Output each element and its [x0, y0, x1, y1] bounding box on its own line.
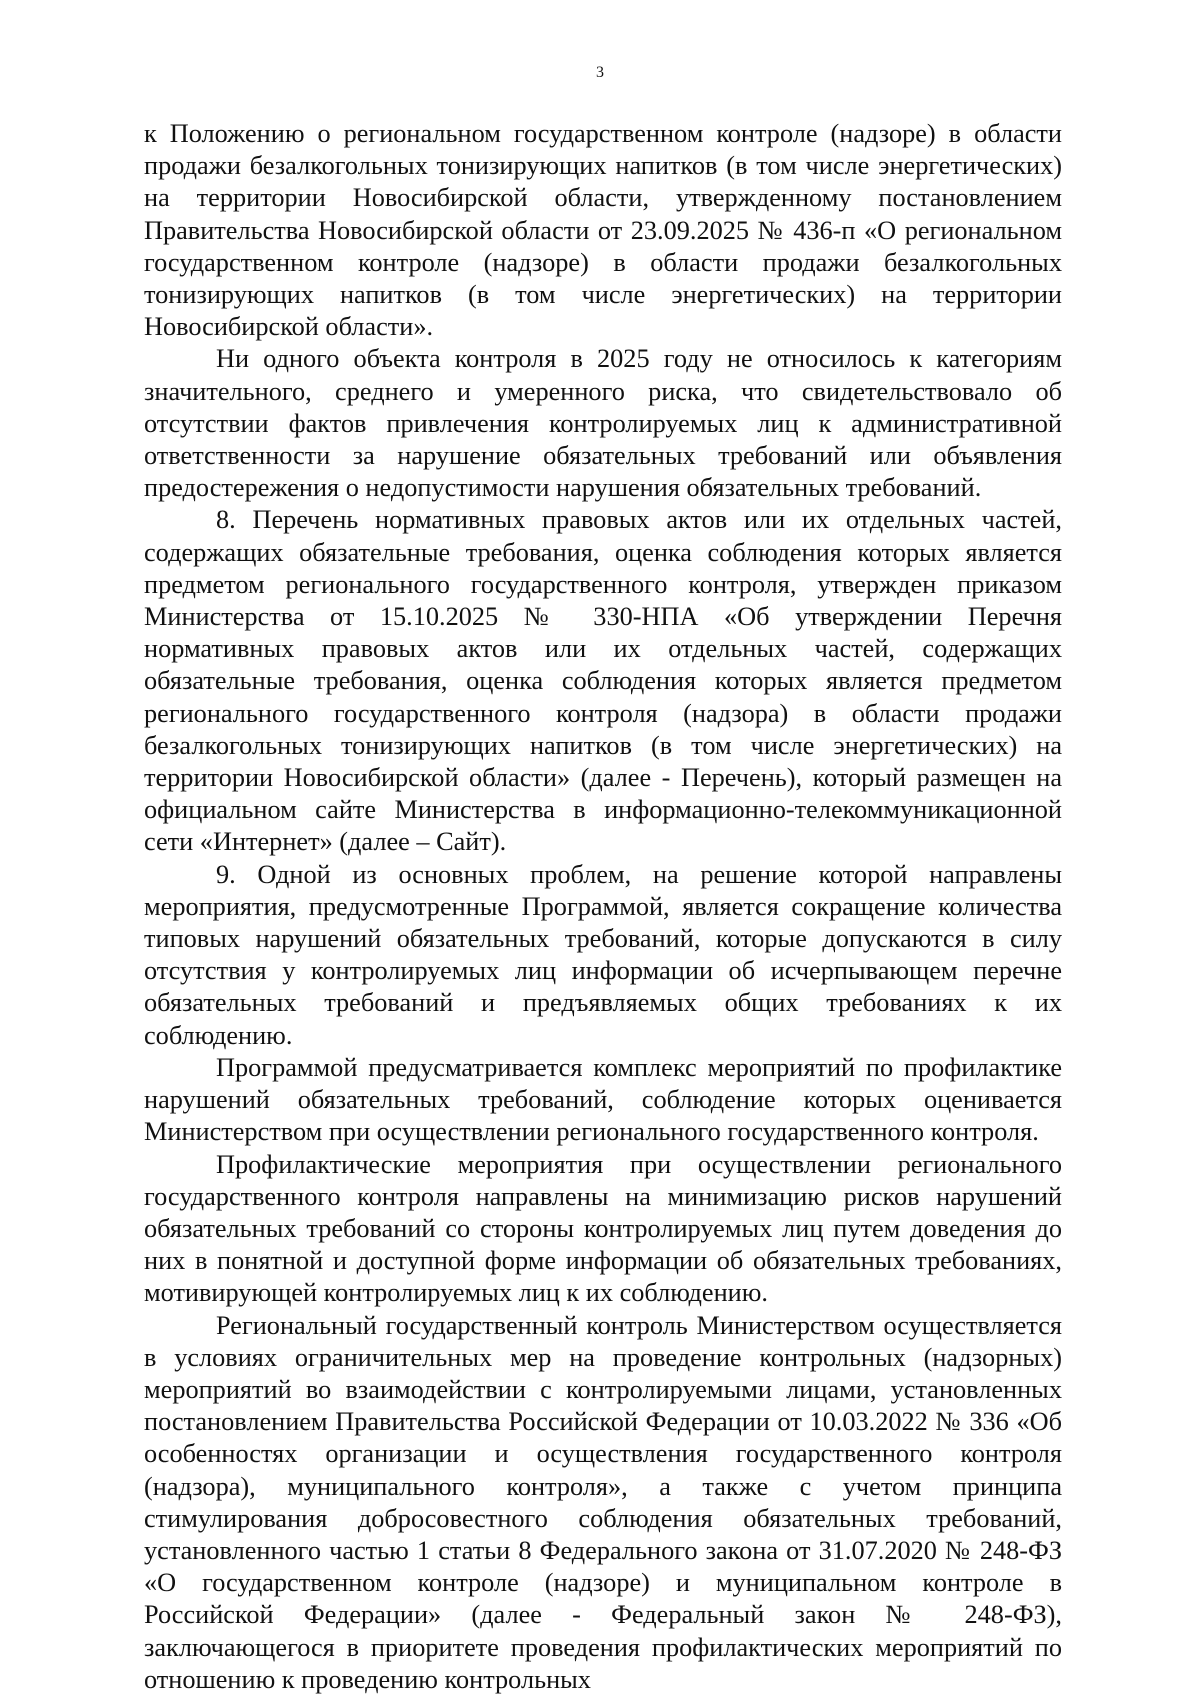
paragraph-risk-categories: Ни одного объекта контроля в 2025 году не относилось к категориям значительного, среднего и умеренного риска, что свидетельствовало об отсутствии фактов привлечения контролируемых лиц к административной ответственности за нарушение обязательных требований или объявления предостережения о недопустимости нарушения обязательных требований.	[144, 344, 1062, 503]
paragraph-regional-control: Региональный государственный контроль Министерством осуществляется в условиях ограничительных мер на проведение контрольных (надзорных) мероприятий во взаимодействии с контролируемыми лицами, установленных постановлением Правительства Российской Федерации от 10.03.2022 № 336 «Об особенностях организации и осуществления государственного контроля (надзора), муниципального контроля», а также с учетом принципа стимулирования добросовестного соблюдения обязательных требований, установленного частью 1 статьи 8 Федерального закона от 31.07.2020 № 248-ФЗ «О государственном контроле (надзоре) и муниципальном контроле в Российской Федерации» (далее - Федеральный закон № 248-ФЗ), заключающегося в приоритете проведения профилактических мероприятий по отношению к проведению контрольных	[144, 1310, 1062, 1694]
document-body	[144, 118, 1062, 1696]
paragraph-item-9: 9. Одной из основных проблем, на решение которой направлены мероприятия, предусмотренные Программой, является сокращение количества типовых нарушений обязательных требований, которые допускаются в силу отсутствия у контролируемых лиц информации об исчерпывающем перечне обязательных требований и предъявляемых общих требованиях к их соблюдению.	[144, 859, 1062, 1050]
paragraph-preventive-measures: Профилактические мероприятия при осуществлении регионального государственного контроля направлены на минимизацию рисков нарушений обязательных требований со стороны контролируемых лиц путем доведения до них в понятной и доступной форме информации об обязательных требованиях, мотивирующей контролируемых лиц к их соблюдению.	[144, 1149, 1062, 1308]
page-number: 3	[596, 64, 604, 81]
paragraph-item-8: 8. Перечень нормативных правовых актов или их отдельных частей, содержащих обязательные требования, оценка соблюдения которых является предметом регионального государственного контроля, утвержден приказом Министерства от 15.10.2025 № 330-НПА «Об утверждении Перечня нормативных правовых актов или их отдельных частей, содержащих обязательные требования, оценка соблюдения которых является предметом регионального государственного контроля (надзора) в области продажи безалкогольных тонизирующих напитков (в том числе энергетических) на территории Новосибирской области» (далее - Перечень), который размещен на официальном сайте Министерства в информационно-телекоммуникационной сети «Интернет» (далее – Сайт).	[144, 505, 1062, 857]
paragraph-program-measures: Программой предусматривается комплекс мероприятий по профилактике нарушений обязательных требований, соблюдение которых оценивается Министерством при осуществлении регионального государственного контроля.	[144, 1052, 1062, 1147]
paragraph-continuation: к Положению о региональном государственном контроле (надзоре) в области продажи безалкогольных тонизирующих напитков (в том числе энергетических) на территории Новосибирской области, утвержденному постановлением Правительства Новосибирской области от 23.09.2025 № 436-п «О региональном государственном контроле (надзоре) в области продажи безалкогольных тонизирующих напитков (в том числе энергетических) на территории Новосибирской области».	[144, 119, 1062, 342]
